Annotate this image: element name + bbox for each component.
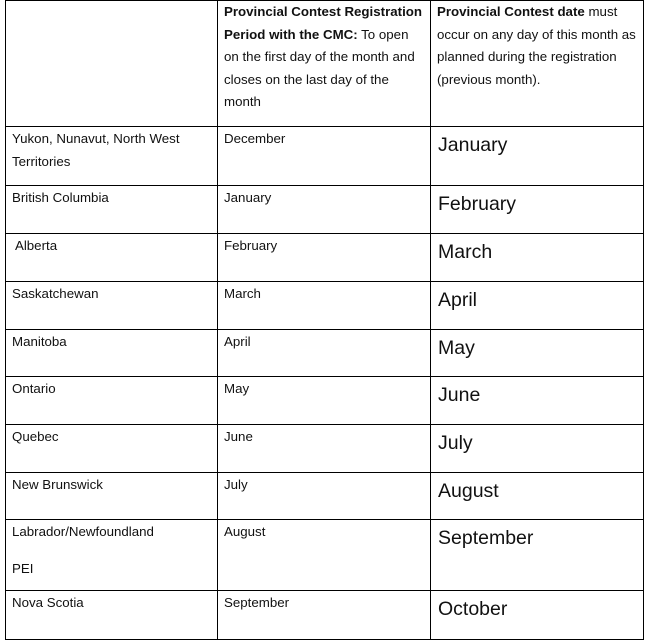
header-contest-bold: Provincial Contest date	[437, 4, 585, 19]
province-text: Quebec	[12, 429, 59, 444]
table-row	[6, 282, 644, 330]
contest-text: February	[438, 193, 517, 215]
registration-text: December	[224, 131, 286, 146]
registration-cell	[218, 425, 431, 473]
registration-cell	[218, 330, 431, 377]
registration-cell	[218, 377, 431, 425]
contest-cell	[431, 234, 644, 282]
header-row	[6, 1, 644, 127]
contest-text: September	[438, 527, 534, 549]
registration-text: June	[224, 429, 253, 444]
province-extra-text: PEI	[12, 560, 34, 576]
contest-cell	[431, 330, 644, 377]
province-text: Nova Scotia	[12, 595, 84, 610]
contest-text: July	[438, 432, 473, 454]
table-row	[6, 591, 644, 640]
province-cell	[6, 282, 218, 330]
header-contest-text	[431, 1, 643, 91]
table-row	[6, 330, 644, 377]
table-row	[6, 520, 644, 591]
contest-cell	[431, 377, 644, 425]
contest-cell	[431, 520, 644, 591]
header-cell-registration	[218, 1, 431, 127]
province-text: New Brunswick	[12, 477, 103, 492]
province-text: British Columbia	[12, 190, 109, 205]
registration-text: September	[224, 595, 290, 610]
registration-text: April	[224, 334, 251, 349]
contest-cell	[431, 186, 644, 234]
table-row	[6, 425, 644, 473]
contest-cell	[431, 591, 644, 640]
province-cell	[6, 473, 218, 520]
registration-text: February	[224, 238, 278, 253]
province-text: Saskatchewan	[12, 286, 99, 301]
registration-cell	[218, 591, 431, 640]
registration-cell	[218, 520, 431, 591]
registration-text: July	[224, 477, 248, 492]
registration-text: August	[224, 524, 266, 539]
registration-text: January	[224, 190, 272, 205]
registration-cell	[218, 186, 431, 234]
contest-text: April	[438, 289, 478, 311]
contest-text: August	[438, 480, 499, 502]
table-row	[6, 234, 644, 282]
contest-cell	[431, 127, 644, 186]
contest-schedule-table	[5, 0, 644, 640]
table-row	[6, 127, 644, 186]
province-cell	[6, 127, 218, 186]
spacer	[6, 544, 217, 557]
province-cell	[6, 377, 218, 425]
province-cell	[6, 186, 218, 234]
contest-cell	[431, 473, 644, 520]
province-cell	[6, 591, 218, 640]
header-registration-bold: Provincial Contest Registration Period with the CMC:	[224, 4, 423, 42]
table-row	[6, 377, 644, 425]
province-cell	[6, 234, 218, 282]
contest-text: June	[438, 384, 481, 406]
province-cell	[6, 330, 218, 377]
table-row	[6, 473, 644, 520]
province-cell	[6, 425, 218, 473]
province-text: Labrador/Newfoundland	[12, 524, 154, 539]
province-text: Alberta	[12, 238, 58, 253]
contest-text: March	[438, 241, 493, 263]
registration-text: May	[224, 381, 250, 396]
table-row	[6, 186, 644, 234]
province-cell	[6, 520, 218, 591]
registration-text: March	[224, 286, 261, 301]
registration-cell	[218, 234, 431, 282]
province-text: Manitoba	[12, 334, 67, 349]
registration-cell	[218, 473, 431, 520]
header-cell-contest-date	[431, 1, 644, 127]
contest-cell	[431, 282, 644, 330]
contest-cell	[431, 425, 644, 473]
contest-text: May	[438, 337, 475, 359]
header-registration-text	[218, 1, 430, 114]
province-text: Ontario	[12, 381, 56, 396]
header-registration-rest: To open on the first day of the month and closes on the last day of the month	[224, 26, 415, 109]
header-contest-rest: must occur on any day of this month as planned during the registration (previous month).	[437, 4, 636, 87]
header-cell-empty	[6, 1, 218, 127]
registration-cell	[218, 282, 431, 330]
contest-text: January	[438, 134, 508, 156]
registration-cell	[218, 127, 431, 186]
contest-text: October	[438, 598, 508, 620]
province-text: Yukon, Nunavut, North West Territories	[12, 131, 180, 169]
